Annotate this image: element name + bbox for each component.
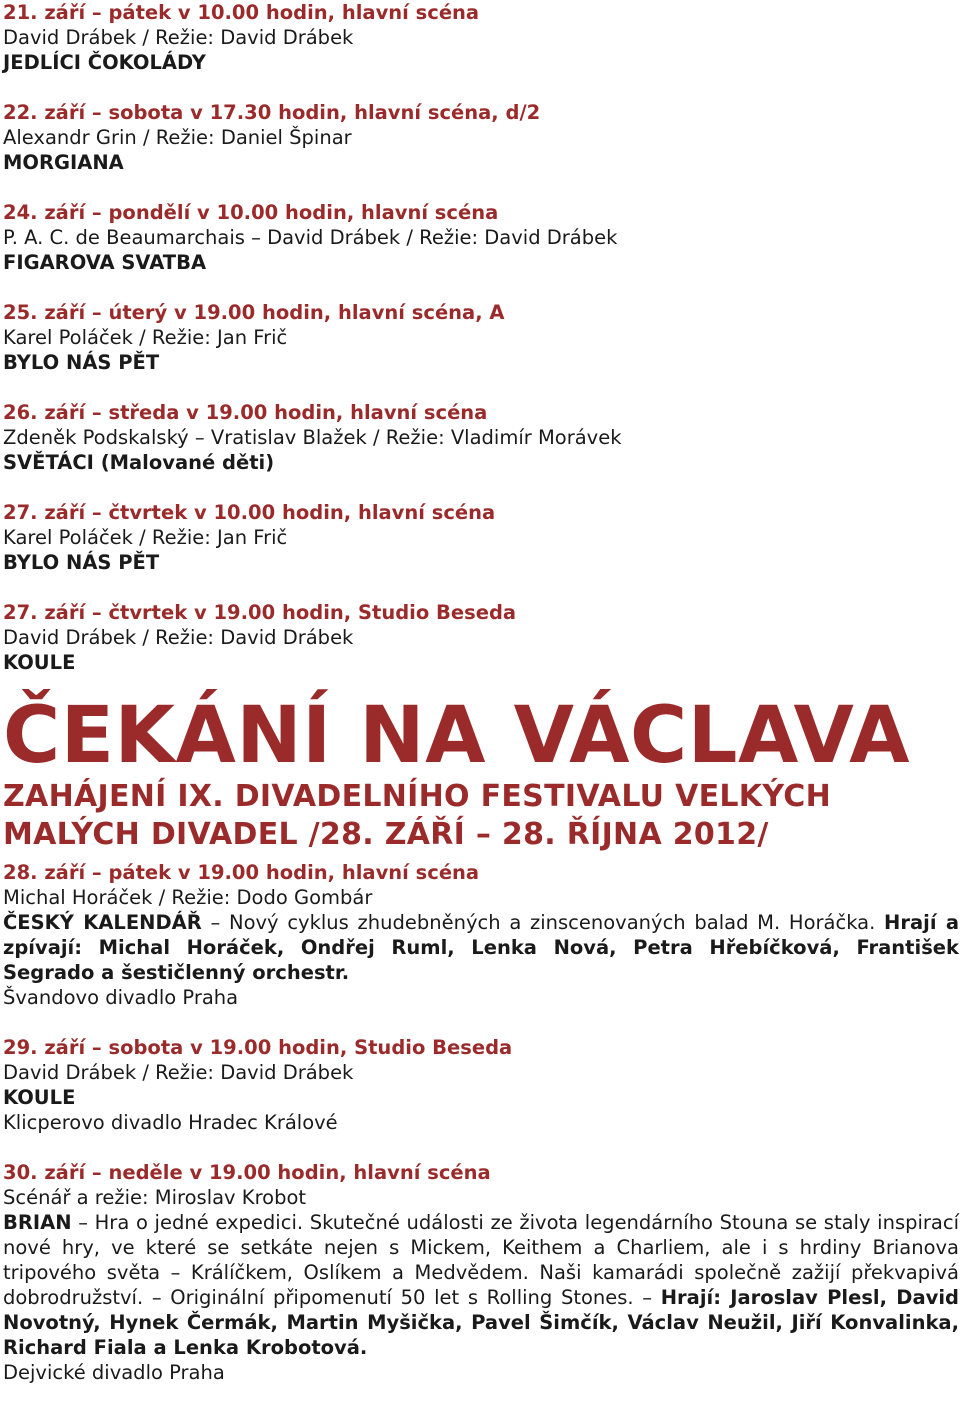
event-title: BRIAN: [3, 1211, 72, 1234]
event-credits: Zdeněk Podskalský – Vratislav Blažek / Režie: Vladimír Morávek: [3, 426, 622, 449]
event-desc-text: – Nový cyklus zhudebněných a zinscenovaných balad M. Horáčka.: [201, 911, 876, 934]
event-title: ČESKÝ KALENDÁŘ: [3, 911, 202, 934]
event-block: [3, 100, 960, 175]
event-cast: Hrají: Jaroslav Plesl, David Novotný, Hynek Čermák, Martin Myšička, Pavel Šimčík, Václav Neužil, Jiří Konvalinka, Richard Fiala a Lenka Krobotová.: [3, 1286, 959, 1359]
event-description: [3, 1210, 959, 1360]
event-credits: David Drábek / Režie: David Drábek: [3, 1061, 354, 1084]
event-date: 25. září – úterý v 19.00 hodin, hlavní scéna, A: [3, 301, 505, 324]
festival-subtitle-1: ZAHÁJENÍ IX. DIVADELNÍHO FESTIVALU VELKÝCH: [3, 779, 832, 814]
event-date: 28. září – pátek v 19.00 hodin, hlavní scéna: [3, 861, 480, 884]
event-credits: Scénář a režie: Miroslav Krobot: [3, 1186, 307, 1209]
event-block: [3, 860, 960, 1010]
event-date: 22. září – sobota v 17.30 hodin, hlavní scéna, d/2: [3, 101, 541, 124]
event-date: 29. září – sobota v 19.00 hodin, Studio Beseda: [3, 1036, 513, 1059]
event-block: [3, 200, 960, 275]
event-theatre: Klicperovo divadlo Hradec Králové: [3, 1111, 338, 1134]
event-credits: P. A. C. de Beaumarchais – David Drábek / Režie: David Drábek: [3, 226, 618, 249]
event-credits: Karel Poláček / Režie: Jan Frič: [3, 326, 288, 349]
event-block: [3, 1035, 960, 1135]
event-block: [3, 600, 960, 675]
festival-subtitle-2: MALÝCH DIVADEL /28. ZÁŘÍ – 28. ŘÍJNA 2012/: [3, 817, 769, 852]
event-theatre: Švandovo divadlo Praha: [3, 986, 239, 1009]
event-title: BYLO NÁS PĚT: [3, 351, 160, 374]
event-date: 26. září – středa v 19.00 hodin, hlavní scéna: [3, 401, 488, 424]
festival-heading: ČEKÁNÍ NA VÁCLAVA: [3, 691, 910, 781]
event-date: 30. září – neděle v 19.00 hodin, hlavní scéna: [3, 1161, 491, 1184]
event-desc-text: – Hra o jedné expedici. Skutečné události ze života legendárního Stouna se staly inspirací nové hry, ve které se setkáte nejen s Mickem, Keithem a Charliem, ale i s hrdiny Brianova tripového světa – Králíčkem, Oslíkem a Medvědem. Naši kamarádi společně zažijí překvapivá dobrodružství. – Originální připomenutí 50 let s Rolling Stones. –: [3, 1211, 959, 1309]
event-title: KOULE: [3, 651, 76, 674]
event-block: [3, 300, 960, 375]
event-description: [3, 910, 959, 985]
event-date: 27. září – čtvrtek v 19.00 hodin, Studio Beseda: [3, 601, 517, 624]
event-block: [3, 0, 960, 75]
event-date: 27. září – čtvrtek v 10.00 hodin, hlavní scéna: [3, 501, 496, 524]
event-date: 21. září – pátek v 10.00 hodin, hlavní scéna: [3, 1, 480, 24]
event-title: FIGAROVA SVATBA: [3, 251, 207, 274]
event-title: JEDLÍCI ČOKOLÁDY: [3, 51, 206, 74]
event-credits: Alexandr Grin / Režie: Daniel Špinar: [3, 126, 352, 149]
event-cast: Hrají a zpívají: Michal Horáček, Ondřej Ruml, Lenka Nová, Petra Hřebíčková, František Segrado a šestičlenný orchestr.: [3, 911, 959, 984]
event-block: [3, 500, 960, 575]
event-credits: David Drábek / Režie: David Drábek: [3, 626, 354, 649]
event-credits: David Drábek / Režie: David Drábek: [3, 26, 354, 49]
event-date: 24. září – pondělí v 10.00 hodin, hlavní scéna: [3, 201, 499, 224]
event-title: BYLO NÁS PĚT: [3, 551, 160, 574]
event-theatre: Dejvické divadlo Praha: [3, 1361, 225, 1384]
event-title: SVĚTÁCI (Malované děti): [3, 451, 275, 474]
event-block: [3, 400, 960, 475]
event-title: MORGIANA: [3, 151, 124, 174]
event-block: [3, 1160, 960, 1385]
event-credits: Karel Poláček / Režie: Jan Frič: [3, 526, 288, 549]
event-title: KOULE: [3, 1086, 76, 1109]
event-credits: Michal Horáček / Režie: Dodo Gombár: [3, 886, 373, 909]
